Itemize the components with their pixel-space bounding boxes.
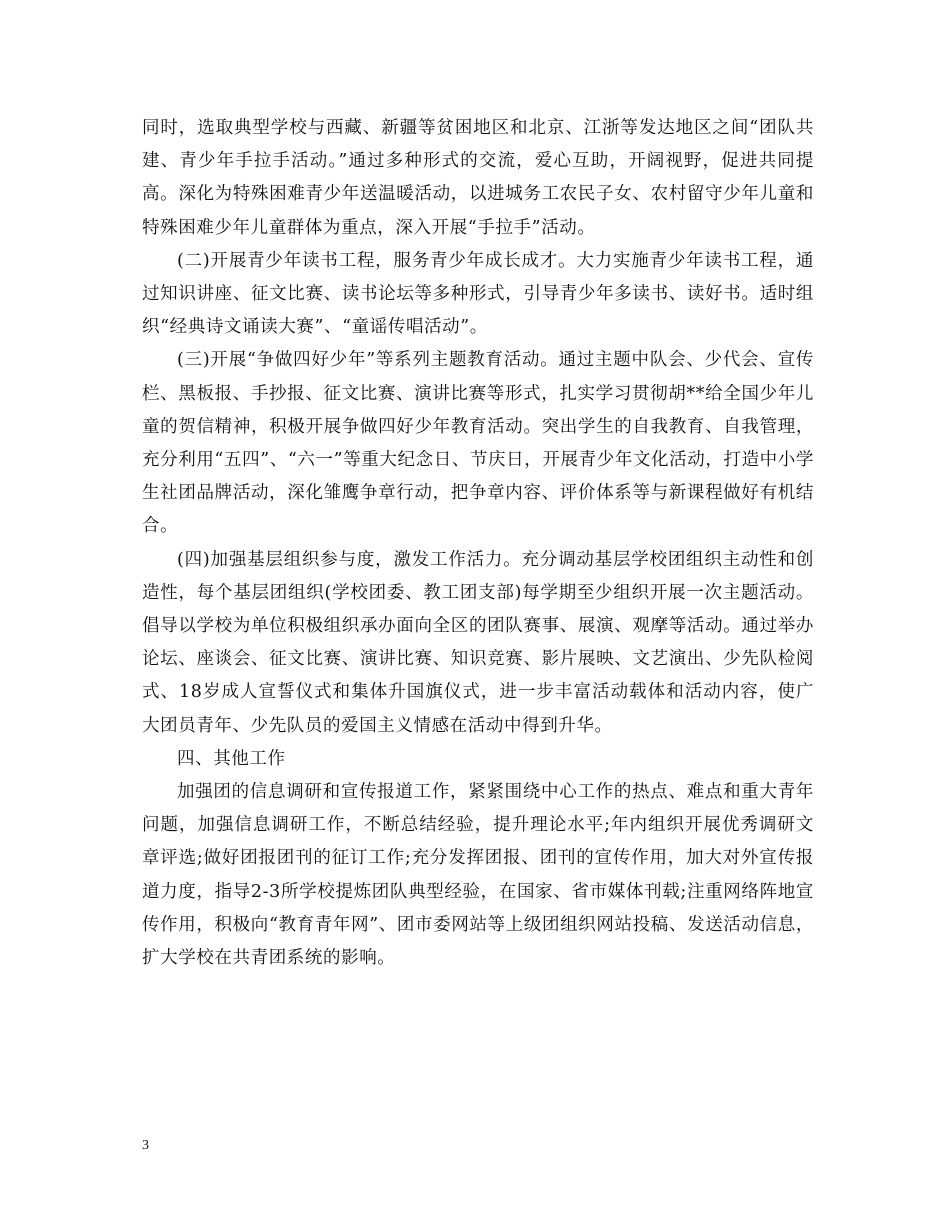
paragraph-team-building: 同时，选取典型学校与西藏、新疆等贫困地区和北京、江浙等发达地区之间“团队共建、青少年手拉手活动。”通过多种形式的交流，爱心互助，开阔视野，促进共同提高。深化为特殊困难青少年送温暖活动，以进城务工农民子女、农村留守少年儿童和特殊困难少年儿童群体为重点，深入开展“手拉手”活动。 <box>142 118 814 238</box>
paragraph-information-research: 加强团的信息调研和宣传报道工作，紧紧围绕中心工作的热点、难点和重大青年问题，加强信息调研工作，不断总结经验，提升理论水平;年内组织开展优秀调研文章评选;做好团报团刊的征订工作;充分发挥团报、团刊的宣传作用，加大对外宣传报道力度，指导2-3所学校提炼团队典型经验，在国家、省市媒体刊载;注重网络阵地宣传作用，积极向“教育青年网”、团市委网站等上级团组织网站投稿、发送活动信息，扩大学校在共青团系统的影响。 <box>142 782 814 969</box>
paragraph-grassroots-organizations: (四)加强基层组织参与度，激发工作活力。充分调动基层学校团组织主动性和创造性，每个基层团组织(学校团委、教工团支部)每学期至少组织开展一次主题活动。倡导以学校为单位积极组织承办面向全区的团队赛事、展演、观摩等活动。通过举办论坛、座谈会、征文比赛、演讲比赛、知识竞赛、影片展映、文艺演出、少先队检阅式、18岁成人宣誓仪式和集体升国旗仪式，进一步丰富活动载体和活动内容，使广大团员青年、少先队员的爱国主义情感在活动中得到升华。 <box>142 549 814 736</box>
paragraph-reading-project: (二)开展青少年读书工程，服务青少年成长成才。大力实施青少年读书工程，通过知识讲座、征文比赛、读书论坛等多种形式，引导青少年多读书、读好书。适时组织“经典诗文诵读大赛”、“童谣传唱活动”。 <box>142 250 814 338</box>
section-heading-other-work: 四、其他工作 <box>177 748 286 769</box>
paragraph-four-good-youth: (三)开展“争做四好少年”等系列主题教育活动。通过主题中队会、少代会、宣传栏、黑板报、手抄报、征文比赛、演讲比赛等形式，扎实学习贯彻胡**给全国少年儿童的贺信精神，积极开展争做四好少年教育活动。突出学生的自我教育、自我管理，充分利用“五四”、“六一”等重大纪念日、节庆日，开展青少年文化活动，打造中小学生社团品牌活动，深化雏鹰争章行动，把争章内容、评价体系等与新课程做好有机结合。 <box>142 350 814 537</box>
page-number: 3 <box>142 1138 149 1153</box>
document-body <box>142 112 814 975</box>
